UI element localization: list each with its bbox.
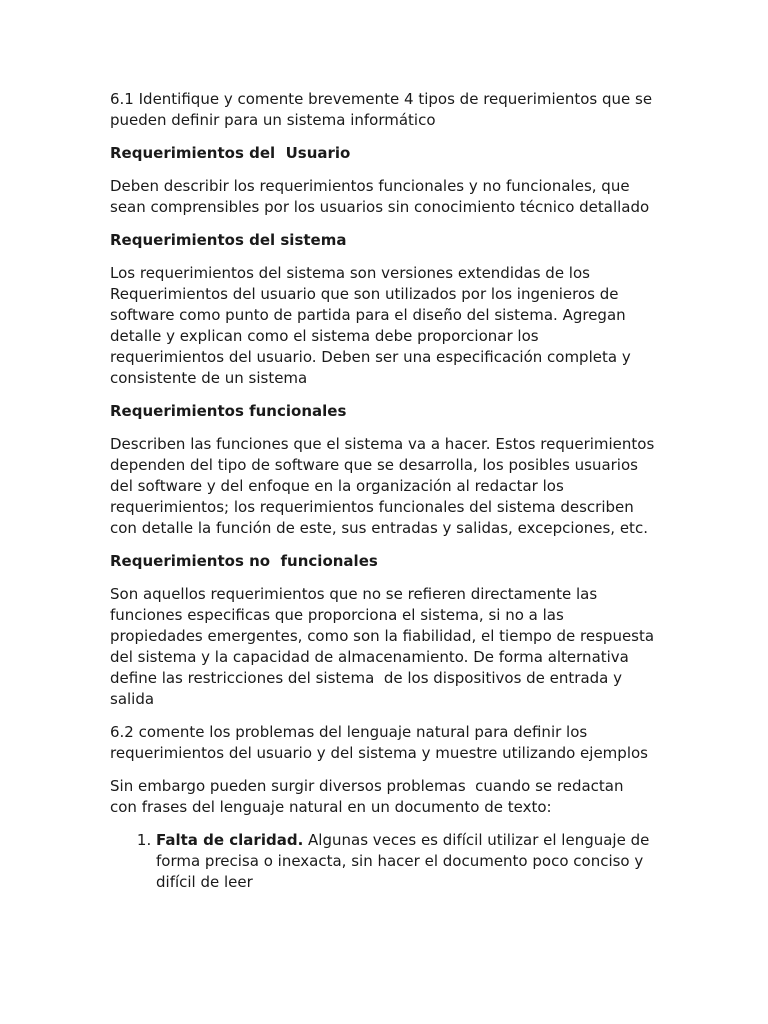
list-item — [156, 830, 655, 893]
heading-requerimientos-funcionales: Requerimientos funcionales — [110, 402, 347, 420]
list-item-text: Algunas veces es difícil utilizar el lenguaje de forma precisa o inexacta, sin hacer el documento poco conciso y difícil de leer — [156, 831, 650, 891]
paragraph-requerimientos-usuario: Deben describir los requerimientos funcionales y no funcionales, que sean comprensibles por los usuarios sin conocimiento técnico detallado — [110, 177, 650, 216]
heading-requerimientos-usuario: Requerimientos del Usuario — [110, 144, 351, 162]
paragraph-requerimientos-sistema: Los requerimientos del sistema son versiones extendidas de los Requerimientos del usuario que son utilizados por los ingenieros de software como punto de partida para el diseño del sistema. Agregan detalle y explican como el sistema debe proporcionar los requerimientos del usuario. Deben ser una especificación completa y consistente de un sistema — [110, 264, 636, 387]
question-6-1: 6.1 Identifique y comente brevemente 4 tipos de requerimientos que se pueden definir para un sistema informático — [110, 90, 657, 129]
paragraph-intro-problemas: Sin embargo pueden surgir diversos problemas cuando se redactan con frases del lenguaje natural en un documento de texto: — [110, 777, 629, 816]
paragraph-requerimientos-no-funcionales: Son aquellos requerimientos que no se refieren directamente las funciones especificas que proporciona el sistema, si no a las propiedades emergentes, como son la fiabilidad, el tiempo de respuesta del sistema y la capacidad de almacenamiento. De forma alternativa define las restricciones del sistema de los dispositivos de entrada y salida — [110, 585, 659, 708]
problems-list — [110, 830, 655, 893]
heading-requerimientos-no-funcionales: Requerimientos no funcionales — [110, 552, 378, 570]
document-page — [110, 89, 660, 893]
list-item-term: Falta de claridad. — [156, 831, 304, 849]
heading-requerimientos-sistema: Requerimientos del sistema — [110, 231, 347, 249]
paragraph-requerimientos-funcionales: Describen las funciones que el sistema va a hacer. Estos requerimientos dependen del tipo de software que se desarrolla, los posibles usuarios del software y del enfoque en la organización al redactar los requerimientos; los requerimientos funcionales del sistema describen con detalle la función de este, sus entradas y salidas, excepciones, etc. — [110, 435, 660, 537]
question-6-2: 6.2 comente los problemas del lenguaje natural para definir los requerimientos del usuario y del sistema y muestre utilizando ejemplos — [110, 723, 648, 762]
